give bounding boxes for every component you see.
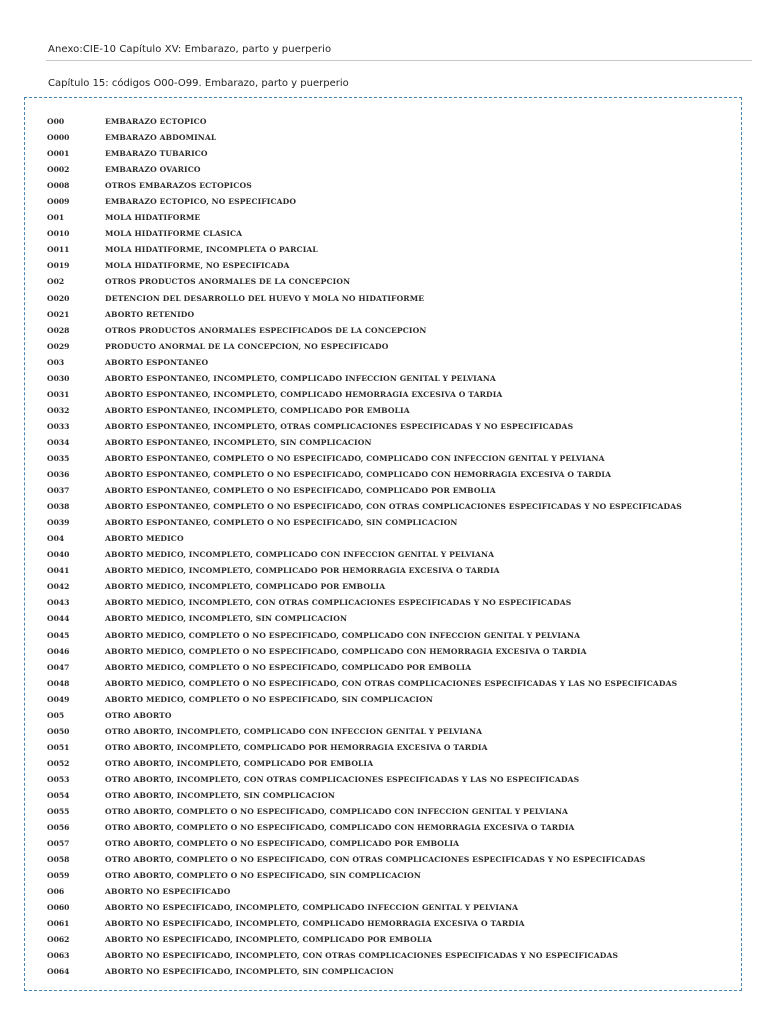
code-id: O035 — [47, 453, 70, 463]
code-description: OTRO ABORTO, COMPLETO O NO ESPECIFICADO, COMPLICADO POR EMBOLIA — [105, 839, 460, 849]
code-row — [47, 676, 682, 692]
code-description: OTRO ABORTO, INCOMPLETO, COMPLICADO POR EMBOLIA — [105, 758, 374, 768]
code-id: O050 — [47, 726, 70, 736]
code-description: MOLA HIDATIFORME, INCOMPLETA O PARCIAL — [105, 245, 318, 255]
code-id: O043 — [47, 598, 70, 608]
code-row — [47, 628, 682, 644]
code-row — [47, 339, 682, 355]
code-id: O029 — [47, 341, 70, 351]
code-row — [47, 323, 682, 339]
code-id: O044 — [47, 614, 70, 624]
code-row — [47, 836, 682, 852]
code-description: OTRO ABORTO, COMPLETO O NO ESPECIFICADO, SIN COMPLICACION — [105, 871, 421, 881]
code-description: ABORTO NO ESPECIFICADO, INCOMPLETO, CON OTRAS COMPLICACIONES ESPECIFICADAS Y NO ESPECIFICADAS — [105, 951, 619, 961]
code-id: O058 — [47, 855, 70, 865]
code-id: O021 — [47, 309, 70, 319]
code-description: ABORTO MEDICO, INCOMPLETO, COMPLICADO POR EMBOLIA — [105, 582, 386, 592]
code-id: O059 — [47, 871, 70, 881]
code-row — [47, 547, 682, 563]
code-id: O033 — [47, 421, 70, 431]
code-description: ABORTO NO ESPECIFICADO — [105, 887, 231, 897]
code-row — [47, 355, 682, 371]
code-row — [47, 852, 682, 868]
code-id: O060 — [47, 903, 70, 913]
code-id: O019 — [47, 261, 70, 271]
code-description: DETENCION DEL DESARROLLO DEL HUEVO Y MOLA NO HIDATIFORME — [105, 293, 425, 303]
code-description: ABORTO ESPONTANEO, INCOMPLETO, COMPLICADO POR EMBOLIA — [105, 405, 410, 415]
code-row — [47, 130, 682, 146]
code-id: O009 — [47, 197, 70, 207]
code-description: ABORTO MEDICO, COMPLETO O NO ESPECIFICADO, COMPLICADO POR EMBOLIA — [105, 662, 472, 672]
code-id: O056 — [47, 823, 70, 833]
code-description: ABORTO MEDICO, COMPLETO O NO ESPECIFICADO, CON OTRAS COMPLICACIONES ESPECIFICADAS Y LAS NO ESPECIFICADAS — [105, 678, 678, 688]
code-description: EMBARAZO ECTOPICO, NO ESPECIFICADO — [105, 197, 297, 207]
code-description: ABORTO NO ESPECIFICADO, INCOMPLETO, COMPLICADO HEMORRAGIA EXCESIVA O TARDIA — [105, 919, 525, 929]
code-description: ABORTO ESPONTANEO, INCOMPLETO, COMPLICADO INFECCION GENITAL Y PELVIANA — [105, 373, 496, 383]
code-id: O03 — [47, 357, 65, 367]
code-row — [47, 226, 682, 242]
code-id: O042 — [47, 582, 70, 592]
chapter-heading: Capítulo 15: códigos O00-O99. Embarazo, parto y puerperio — [48, 78, 349, 89]
code-row — [47, 756, 682, 772]
code-row — [47, 435, 682, 451]
code-row — [47, 740, 682, 756]
code-description: ABORTO ESPONTANEO, INCOMPLETO, COMPLICADO HEMORRAGIA EXCESIVA O TARDIA — [105, 389, 503, 399]
code-row — [47, 724, 682, 740]
page-title: Anexo:CIE-10 Capítulo XV: Embarazo, parto y puerperio — [48, 44, 332, 55]
code-id: O041 — [47, 566, 70, 576]
code-description: ABORTO ESPONTANEO, COMPLETO O NO ESPECIFICADO, CON OTRAS COMPLICACIONES ESPECIFICADAS Y NO ESPECIFICADAS — [105, 502, 682, 512]
code-id: O055 — [47, 807, 70, 817]
code-id: O032 — [47, 405, 70, 415]
code-row — [47, 644, 682, 660]
code-row — [47, 403, 682, 419]
code-row — [47, 291, 682, 307]
code-description: ABORTO MEDICO — [105, 534, 184, 544]
code-row — [47, 419, 682, 435]
code-description: OTROS PRODUCTOS ANORMALES DE LA CONCEPCION — [105, 277, 351, 287]
code-row — [47, 483, 682, 499]
code-description: ABORTO RETENIDO — [105, 309, 195, 319]
code-description: OTRO ABORTO — [105, 710, 172, 720]
code-description: ABORTO ESPONTANEO, INCOMPLETO, SIN COMPLICACION — [105, 437, 372, 447]
code-row — [47, 563, 682, 579]
code-id: O000 — [47, 133, 70, 143]
code-description: MOLA HIDATIFORME — [105, 213, 201, 223]
code-id: O010 — [47, 229, 70, 239]
code-row — [47, 194, 682, 210]
code-description: PRODUCTO ANORMAL DE LA CONCEPCION, NO ESPECIFICADO — [105, 341, 389, 351]
code-row — [47, 515, 682, 531]
code-row — [47, 948, 682, 964]
code-description: ABORTO ESPONTANEO, INCOMPLETO, OTRAS COMPLICACIONES ESPECIFICADAS Y NO ESPECIFICADAS — [105, 421, 574, 431]
code-description: ABORTO MEDICO, COMPLETO O NO ESPECIFICADO, COMPLICADO CON HEMORRAGIA EXCESIVA O TARDIA — [105, 646, 587, 656]
code-row — [47, 499, 682, 515]
code-id: O062 — [47, 935, 70, 945]
code-description: ABORTO NO ESPECIFICADO, INCOMPLETO, SIN COMPLICACION — [105, 967, 394, 977]
code-description: OTRO ABORTO, COMPLETO O NO ESPECIFICADO, COMPLICADO CON INFECCION GENITAL Y PELVIANA — [105, 807, 569, 817]
code-description: MOLA HIDATIFORME CLASICA — [105, 229, 243, 239]
code-id: O052 — [47, 758, 70, 768]
code-id: O028 — [47, 325, 70, 335]
code-row — [47, 451, 682, 467]
code-id: O036 — [47, 470, 70, 480]
code-id: O037 — [47, 486, 70, 496]
code-row — [47, 660, 682, 676]
code-id: O054 — [47, 790, 70, 800]
code-row — [47, 900, 682, 916]
code-description: ABORTO MEDICO, INCOMPLETO, CON OTRAS COMPLICACIONES ESPECIFICADAS Y NO ESPECIFICADAS — [105, 598, 572, 608]
code-description: EMBARAZO ABDOMINAL — [105, 133, 217, 143]
code-id: O046 — [47, 646, 70, 656]
code-id: O02 — [47, 277, 65, 287]
code-id: O008 — [47, 181, 70, 191]
code-row — [47, 692, 682, 708]
code-row — [47, 804, 682, 820]
code-description: ABORTO MEDICO, COMPLETO O NO ESPECIFICADO, SIN COMPLICACION — [105, 694, 433, 704]
code-id: O039 — [47, 518, 70, 528]
code-id: O002 — [47, 165, 70, 175]
code-row — [47, 242, 682, 258]
code-row — [47, 274, 682, 290]
code-row — [47, 114, 682, 130]
code-description: EMBARAZO ECTOPICO — [105, 117, 207, 126]
code-row — [47, 146, 682, 162]
code-description: MOLA HIDATIFORME, NO ESPECIFICADA — [105, 261, 290, 271]
code-description: ABORTO MEDICO, INCOMPLETO, SIN COMPLICACION — [105, 614, 348, 624]
code-row — [47, 162, 682, 178]
code-row — [47, 595, 682, 611]
code-id: O048 — [47, 678, 70, 688]
code-id: O030 — [47, 373, 70, 383]
code-id: O040 — [47, 550, 70, 560]
code-row — [47, 467, 682, 483]
code-row — [47, 708, 682, 724]
code-description: EMBARAZO TUBARICO — [105, 149, 208, 159]
code-row — [47, 820, 682, 836]
code-id: O061 — [47, 919, 70, 929]
code-row — [47, 611, 682, 627]
code-id: O053 — [47, 774, 70, 784]
code-description: OTRO ABORTO, COMPLETO O NO ESPECIFICADO, CON OTRAS COMPLICACIONES ESPECIFICADAS Y NO ESPECIFICADAS — [105, 855, 646, 865]
code-description: OTRO ABORTO, INCOMPLETO, COMPLICADO POR HEMORRAGIA EXCESIVA O TARDIA — [105, 742, 488, 752]
code-id: O045 — [47, 630, 70, 640]
code-row — [47, 579, 682, 595]
code-description: OTROS EMBARAZOS ECTOPICOS — [105, 181, 252, 191]
code-id: O057 — [47, 839, 70, 849]
code-row — [47, 178, 682, 194]
code-description: ABORTO ESPONTANEO, COMPLETO O NO ESPECIFICADO, SIN COMPLICACION — [105, 518, 458, 528]
code-row — [47, 772, 682, 788]
code-description: EMBARAZO OVARICO — [105, 165, 201, 175]
code-row — [47, 788, 682, 804]
code-row — [47, 916, 682, 932]
code-row — [47, 258, 682, 274]
code-id: O064 — [47, 967, 70, 977]
code-description: ABORTO ESPONTANEO — [105, 357, 209, 367]
code-description: OTRO ABORTO, INCOMPLETO, COMPLICADO CON INFECCION GENITAL Y PELVIANA — [105, 726, 483, 736]
code-list — [47, 114, 682, 981]
code-description: ABORTO ESPONTANEO, COMPLETO O NO ESPECIFICADO, COMPLICADO CON HEMORRAGIA EXCESIVA O TARDIA — [105, 470, 612, 480]
code-id: O05 — [47, 710, 65, 720]
code-row — [47, 868, 682, 884]
code-description: OTROS PRODUCTOS ANORMALES ESPECIFICADOS DE LA CONCEPCION — [105, 325, 427, 335]
code-description: OTRO ABORTO, INCOMPLETO, CON OTRAS COMPLICACIONES ESPECIFICADAS Y LAS NO ESPECIFICADAS — [105, 774, 580, 784]
code-row — [47, 210, 682, 226]
code-id: O049 — [47, 694, 70, 704]
code-row — [47, 371, 682, 387]
code-row — [47, 932, 682, 948]
code-id: O020 — [47, 293, 70, 303]
code-id: O034 — [47, 437, 70, 447]
code-id: O063 — [47, 951, 70, 961]
code-description: ABORTO NO ESPECIFICADO, INCOMPLETO, COMPLICADO POR EMBOLIA — [105, 935, 432, 945]
code-description: ABORTO ESPONTANEO, COMPLETO O NO ESPECIFICADO, COMPLICADO POR EMBOLIA — [105, 486, 496, 496]
code-id: O00 — [47, 117, 65, 126]
code-description: ABORTO NO ESPECIFICADO, INCOMPLETO, COMPLICADO INFECCION GENITAL Y PELVIANA — [105, 903, 519, 913]
code-row — [47, 964, 682, 980]
code-row — [47, 531, 682, 547]
code-description: ABORTO MEDICO, INCOMPLETO, COMPLICADO POR HEMORRAGIA EXCESIVA O TARDIA — [105, 566, 500, 576]
code-id: O047 — [47, 662, 70, 672]
code-id: O038 — [47, 502, 70, 512]
code-row — [47, 884, 682, 900]
code-id: O01 — [47, 213, 65, 223]
code-description: OTRO ABORTO, COMPLETO O NO ESPECIFICADO, COMPLICADO CON HEMORRAGIA EXCESIVA O TARDIA — [105, 823, 575, 833]
code-id: O001 — [47, 149, 70, 159]
code-id: O011 — [47, 245, 70, 255]
code-description: ABORTO MEDICO, INCOMPLETO, COMPLICADO CON INFECCION GENITAL Y PELVIANA — [105, 550, 495, 560]
code-id: O04 — [47, 534, 65, 544]
code-description: OTRO ABORTO, INCOMPLETO, SIN COMPLICACION — [105, 790, 335, 800]
code-id: O031 — [47, 389, 70, 399]
code-id: O06 — [47, 887, 65, 897]
code-row — [47, 307, 682, 323]
code-id: O051 — [47, 742, 70, 752]
code-row — [47, 387, 682, 403]
title-divider — [46, 60, 752, 61]
code-description: ABORTO ESPONTANEO, COMPLETO O NO ESPECIFICADO, COMPLICADO CON INFECCION GENITAL Y PELVIANA — [105, 453, 605, 463]
code-description: ABORTO MEDICO, COMPLETO O NO ESPECIFICADO, COMPLICADO CON INFECCION GENITAL Y PELVIANA — [105, 630, 581, 640]
